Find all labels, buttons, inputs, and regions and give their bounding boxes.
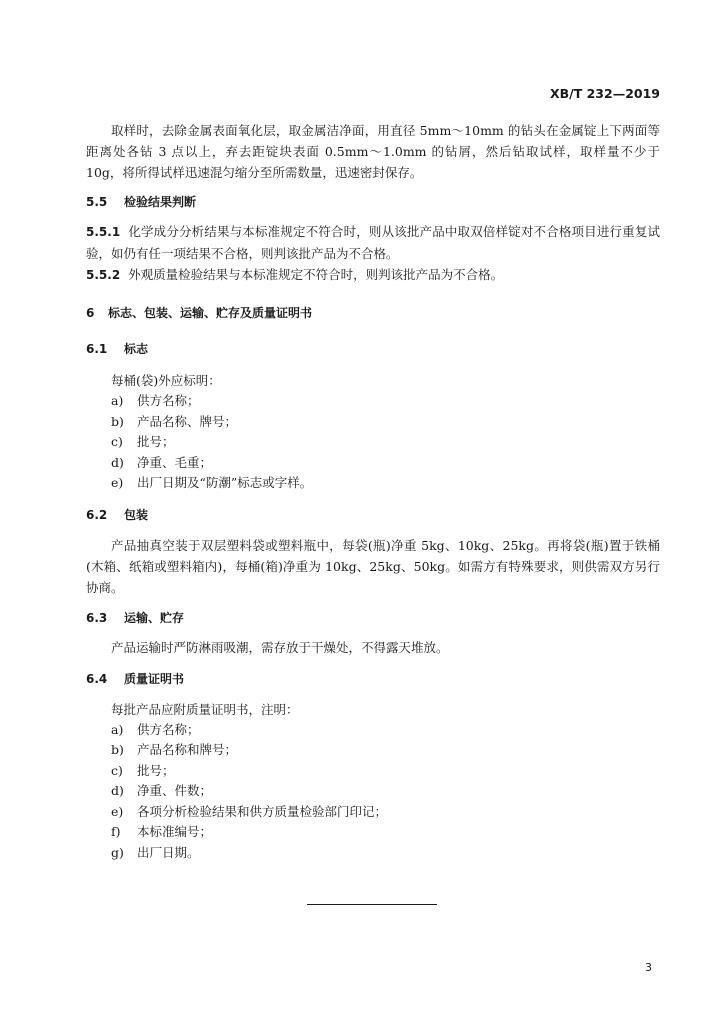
list-text: 批号；	[137, 434, 175, 449]
list-marker: f)	[111, 824, 121, 839]
list-item	[111, 822, 660, 843]
list-text: 产品名称和牌号；	[137, 742, 238, 757]
clause-text: 化学成分分析结果与本标准规定不符合时，则从该批产品中取双倍样锭对不合格项目进行重复试验，如仍有任一项结果不合格，则判该批产品为不合格。	[86, 224, 660, 261]
list-marker: c)	[111, 434, 123, 449]
section-title: 质量证明书	[124, 671, 185, 686]
section-number: 6.2	[86, 507, 108, 522]
section-6-2-heading	[86, 505, 660, 525]
list-item	[111, 720, 660, 741]
list-marker: g)	[111, 844, 124, 860]
section-6-1-heading	[86, 339, 660, 359]
list-item	[111, 740, 660, 761]
section-title: 包装	[124, 507, 149, 522]
marking-lead: 每桶(袋)外应标明：	[111, 373, 221, 388]
transport-paragraph: 产品运输时严防淋雨吸潮，需存放于干燥处，不得露天堆放。	[111, 639, 449, 655]
list-text: 产品名称、牌号；	[137, 413, 238, 429]
list-item	[111, 412, 660, 433]
list-marker: e)	[111, 475, 124, 490]
list-text: 净重、毛重；	[137, 454, 213, 470]
list-marker: a)	[111, 393, 124, 408]
clause-text: 外观质量检验结果与本标准规定不符合时，则判该批产品为不合格。	[128, 267, 504, 282]
list-item	[111, 761, 660, 782]
section-6-heading	[86, 303, 660, 323]
section-number: 6.3	[86, 610, 108, 625]
list-text: 供方名称；	[137, 393, 200, 408]
certificate-list	[86, 720, 660, 864]
list-marker: e)	[111, 803, 124, 819]
section-title: 运输、贮存	[124, 610, 185, 625]
list-text: 本标准编号；	[137, 824, 213, 839]
list-text: 批号；	[137, 762, 175, 778]
list-text: 出厂日期及“防潮”标志或字样。	[137, 475, 313, 490]
section-title: 标志	[124, 342, 149, 356]
list-item	[111, 781, 660, 802]
section-title: 检验结果判断	[124, 195, 197, 209]
list-marker: b)	[111, 413, 124, 429]
list-text: 净重、件数；	[137, 783, 213, 798]
page-number: 3	[645, 961, 652, 974]
list-item	[111, 453, 660, 474]
list-marker: d)	[111, 783, 124, 798]
section-6-4-heading	[86, 669, 660, 689]
section-number: 6.4	[86, 671, 108, 686]
sampling-paragraph: 取样时，去除金属表面氧化层，取金属洁净面，用直径 5mm～10mm 的钻头在金属锭上下两面等距离处各钻 3 点以上，弃去距锭块表面 0.5mm～1.0mm 的钻屑，然后钻取试样，取样量不少于 10g，将所得试样迅速混匀缩分至所需数量，迅速密封保存。	[86, 123, 660, 180]
end-of-document-rule	[307, 904, 437, 905]
list-item	[111, 843, 660, 864]
section-number: 5.5	[86, 195, 108, 209]
list-item	[111, 473, 660, 494]
section-number: 6.1	[86, 342, 108, 356]
list-text: 供方名称；	[137, 721, 200, 737]
list-marker: a)	[111, 721, 124, 737]
list-marker: d)	[111, 454, 124, 470]
clause-number: 5.5.2	[86, 268, 121, 282]
clause-number: 5.5.1	[86, 225, 121, 239]
list-text: 各项分析检验结果和供方质量检验部门印记；	[137, 803, 388, 819]
standard-number: XB/T 232—2019	[550, 86, 660, 101]
list-item	[111, 802, 660, 823]
clause-5-5-1	[86, 221, 660, 264]
list-item	[111, 432, 660, 453]
section-5-5-heading	[86, 192, 660, 212]
section-number: 6	[86, 306, 95, 320]
clause-5-5-2	[86, 264, 660, 286]
list-marker: c)	[111, 762, 123, 778]
list-marker: b)	[111, 742, 124, 757]
section-6-3-heading	[86, 608, 660, 628]
list-item	[111, 391, 660, 412]
certificate-lead: 每批产品应附质量证明书，注明：	[111, 701, 299, 717]
document-body	[86, 120, 660, 863]
marking-list	[86, 391, 660, 494]
list-text: 出厂日期。	[137, 844, 200, 860]
packaging-paragraph: 产品抽真空装于双层塑料袋或塑料瓶中，每袋(瓶)净重 5kg、10kg、25kg。再将袋(瓶)置于铁桶(木箱、纸箱或塑料箱内)，每桶(箱)净重为 10kg、25kg、50kg。如需方有特殊要求，则供需双方另行协商。	[86, 537, 660, 595]
section-title: 标志、包装、运输、贮存及质量证明书	[108, 306, 313, 320]
